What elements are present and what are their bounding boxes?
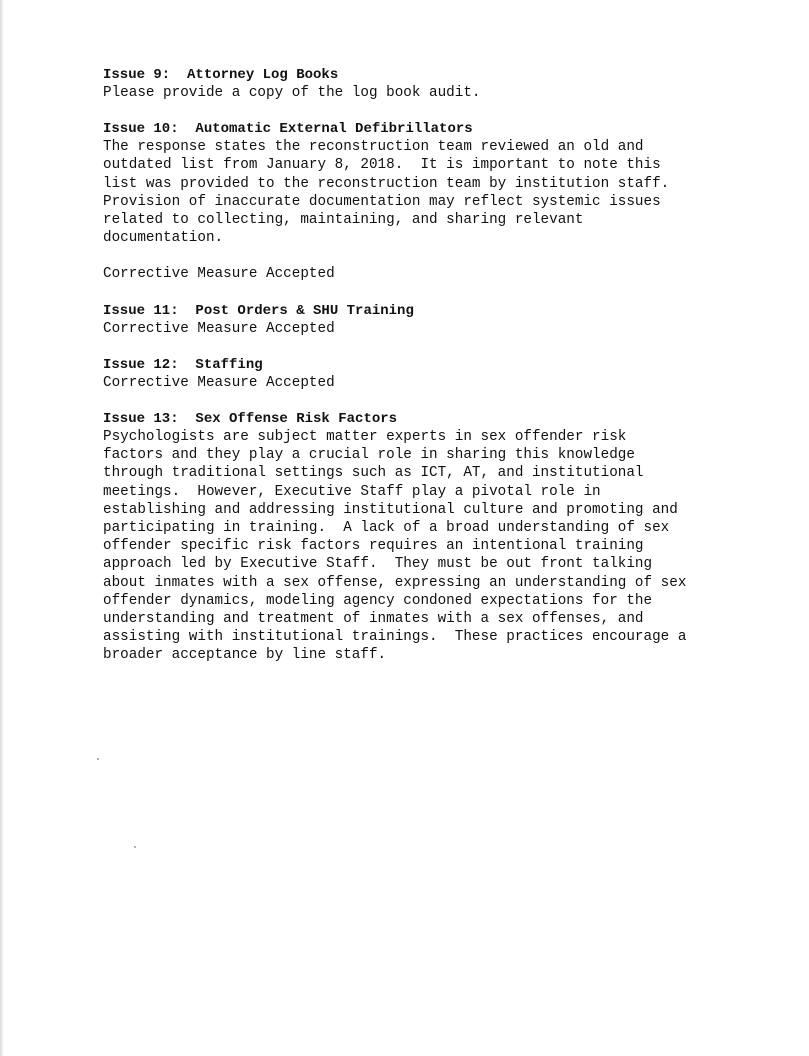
status-line: Corrective Measure Accepted <box>103 320 335 337</box>
body-line: assisting with institutional trainings. These practices encourage a <box>103 629 687 646</box>
status-line: Corrective Measure Accepted <box>103 266 335 283</box>
status-line: Corrective Measure Accepted <box>103 374 335 391</box>
body-line: outdated list from January 8, 2018. It is important to note this <box>103 157 661 174</box>
document-page <box>103 66 793 683</box>
issue-9-section <box>103 66 793 102</box>
body-line: factors and they play a crucial role in sharing this knowledge <box>103 447 635 464</box>
paragraph-gap <box>103 247 793 265</box>
issue-heading: Issue 10: Automatic External Defibrillators <box>103 121 473 138</box>
body-line: offender specific risk factors requires an intentional training <box>103 538 644 555</box>
body-line: understanding and treatment of inmates with a sex offenses, and <box>103 611 644 628</box>
scan-speck <box>97 758 99 760</box>
body-line: broader acceptance by line staff. <box>103 647 387 664</box>
issue-10-section <box>103 120 793 283</box>
issue-heading: Issue 13: Sex Offense Risk Factors <box>103 411 398 428</box>
body-line: The response states the reconstruction team reviewed an old and <box>103 139 644 156</box>
body-line: related to collecting, maintaining, and sharing relevant <box>103 212 584 229</box>
body-line: participating in training. A lack of a broad understanding of sex <box>103 520 670 537</box>
body-line: Psychologists are subject matter experts in sex offender risk <box>103 429 627 446</box>
body-line: establishing and addressing institutional culture and promoting and <box>103 501 678 518</box>
body-line: meetings. However, Executive Staff play a pivotal role in <box>103 483 601 500</box>
scan-speck <box>134 846 136 848</box>
issue-heading: Issue 12: Staffing <box>103 356 263 373</box>
body-line: offender dynamics, modeling agency condoned expectations for the <box>103 592 653 609</box>
body-line: Please provide a copy of the log book audit. <box>103 85 481 101</box>
issue-heading: Issue 11: Post Orders & SHU Training <box>103 302 414 319</box>
body-line: approach led by Executive Staff. They must be out front talking <box>103 556 653 573</box>
body-line: documentation. <box>103 230 224 247</box>
issue-12-section <box>103 356 793 392</box>
body-line: Provision of inaccurate documentation may reflect systemic issues <box>103 193 661 210</box>
scan-edge <box>0 0 4 1056</box>
issue-11-section <box>103 302 793 338</box>
body-line: list was provided to the reconstruction team by institution staff. <box>103 175 670 192</box>
issue-heading: Issue 9: Attorney Log Books <box>103 67 339 83</box>
body-line: through traditional settings such as ICT, AT, and institutional <box>103 465 644 482</box>
issue-13-section <box>103 410 793 665</box>
body-line: about inmates with a sex offense, expressing an understanding of sex <box>103 574 687 591</box>
